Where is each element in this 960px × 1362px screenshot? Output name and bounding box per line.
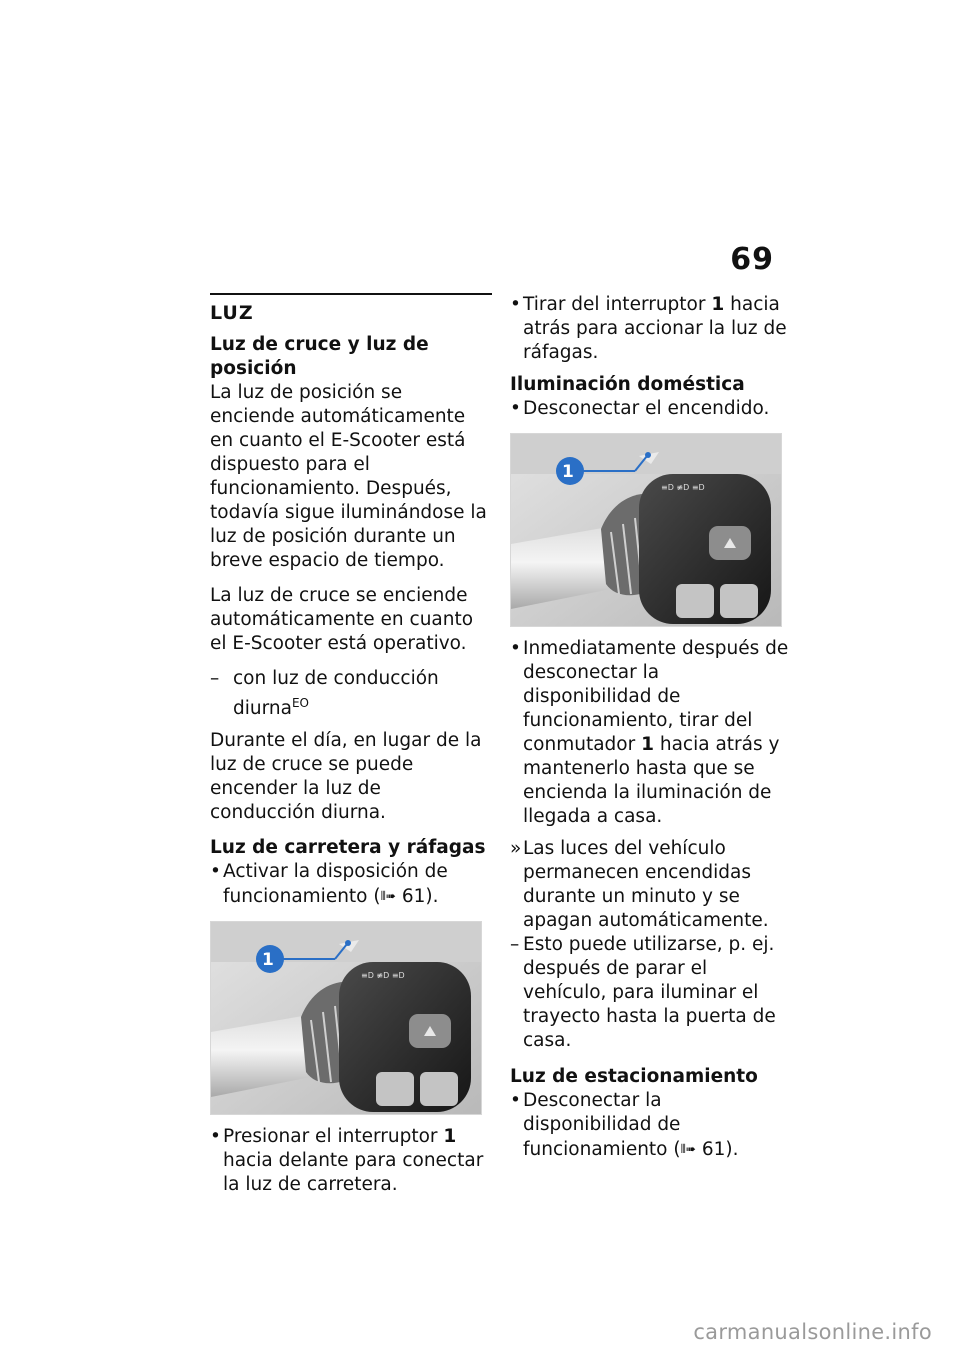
handlebar-switch-figure-2 [510,433,782,627]
bullet-text: Presionar el interruptor [223,1126,444,1147]
subheading-high-beam: Luz de carretera y ráfagas [210,837,486,858]
figure-callout-number: 1 [562,462,574,482]
bullet-dot: • [210,1126,221,1147]
result-text: Las luces del vehículo permanecen encendidas durante un minuto y se apagan automáticamente. [523,838,769,931]
dash-mark: – [510,934,520,955]
section-rule [210,293,492,325]
bullet-dot: • [510,638,521,659]
dash-item-daytime-light [210,667,492,721]
figure-callout-number: 1 [262,950,274,970]
subheading-home-lighting: Iluminación doméstica [510,374,745,395]
page-reference: 61 [701,1139,726,1160]
bullet-dot: • [510,1090,521,1111]
dash-text: con luz de conducción diurna [233,668,439,719]
page-reference: 61 [401,886,426,907]
bullet-text: Desconectar el encendido. [523,398,770,419]
section-title: LUZ [210,302,254,324]
dash-item-usage [510,933,792,1053]
handlebar-switch-illustration [511,434,781,626]
switch-number: 1 [443,1126,457,1147]
paragraph-low-beam: La luz de cruce se enciende automáticamente en cuanto el E-Scooter está operativo. [210,585,474,654]
page-reference-icon: ⦀➠ [380,889,396,903]
bullet-disconnect [510,1089,792,1162]
bullet-text-end: ). [725,1139,739,1160]
handlebar-switch-illustration [211,922,481,1114]
page-reference-icon: ⦀➠ [680,1142,696,1156]
bullet-text-end: hacia atrás y mantenerlo hasta que se encienda la iluminación de llegada a casa. [523,734,780,827]
bullet-press-switch [210,1125,492,1197]
subheading-low-beam: Luz de cruce y luz de posición [210,334,429,379]
bullet-text: Activar la disposición de funcionamiento ( [223,861,448,907]
bullet-activate [210,860,492,909]
handlebar-switch-figure [210,921,482,1115]
bullet-text: Inmediatamente después de desconectar la disponibilidad de funcionamiento, tirar del conmutador [523,638,789,755]
bullet-ignition-off [510,397,792,421]
paragraph-position-light: La luz de posición se enciende automáticamente en cuanto el E-Scooter está dispuesto para el funcionamiento. Después, todavía sigue iluminándose la luz de posición durante un breve espacio de tiempo. [210,382,487,571]
bullet-pull-switch [510,293,792,365]
bullet-text-end: hacia delante para conectar la luz de carretera. [223,1150,484,1195]
paragraph-daytime-light: Durante el día, en lugar de la luz de cruce se puede encender la luz de conducción diurna. [210,730,482,823]
page-number: 69 [730,242,774,277]
bullet-text: Desconectar la disponibilidad de funcionamiento ( [523,1090,681,1160]
result-mark: » [510,838,522,859]
result-item [510,837,792,933]
subheading-parking-light: Luz de estacionamiento [510,1066,758,1087]
switch-number: 1 [711,294,725,315]
watermark: carmanualsonline.info [693,1320,932,1344]
left-column [210,293,492,1205]
dash-mark: – [210,668,220,689]
dash-text: Esto puede utilizarse, p. ej. después de parar el vehículo, para iluminar el trayecto hasta la puerta de casa. [523,934,776,1051]
right-column [510,293,792,1170]
bullet-text: Tirar del interruptor [523,294,712,315]
bullet-dot: • [510,398,521,419]
bullet-dot: • [210,861,221,882]
svg-text:≡D ≢D ≡D: ≡D ≢D ≡D [661,483,705,492]
bullet-dot: • [510,294,521,315]
bullet-home-lighting [510,637,792,829]
equipment-superscript: EO [291,696,309,710]
svg-text:≡D ≢D ≡D: ≡D ≢D ≡D [361,971,405,980]
bullet-text-end: ). [425,886,439,907]
switch-number: 1 [641,734,654,755]
bullet-text-end: hacia atrás para accionar la luz de ráfagas. [523,294,787,363]
